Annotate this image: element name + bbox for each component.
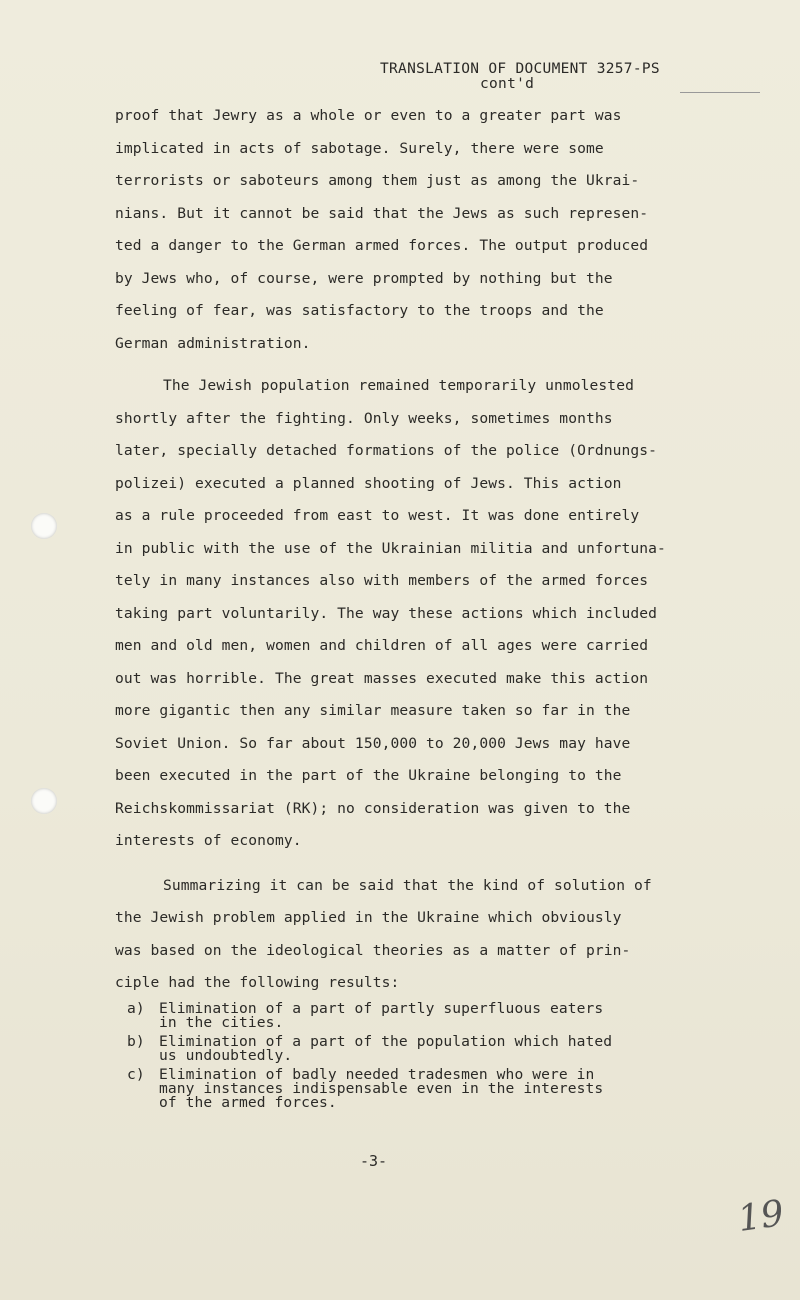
text-line: by Jews who, of course, were prompted by nothing but the [115, 269, 613, 287]
text-line: nians. But it cannot be said that the Jews as such represen- [115, 204, 649, 222]
text-line: polizei) executed a planned shooting of Jews. This action [115, 474, 622, 492]
results-list [115, 999, 720, 1111]
text-line: more gigantic then any similar measure taken so far in the [115, 702, 631, 719]
text-line: implicated in acts of sabotage. Surely, there were some [115, 139, 604, 157]
text-line: The Jewish population remained temporarily unmolested [163, 377, 634, 394]
text-line: taking part voluntarily. The way these actions which included [115, 604, 658, 622]
text-line: in public with the use of the Ukrainian militia and unfortuna- [115, 539, 666, 557]
text-line: ciple had the following results: [115, 974, 400, 991]
text-line: interests of economy. [115, 832, 302, 849]
text-line: ted a danger to the German armed forces. The output produced [115, 237, 649, 254]
handwritten-page-annotation: 19 [735, 1193, 787, 1240]
text-line: was based on the ideological theories as a matter of prin- [115, 941, 631, 959]
paragraph-3 [115, 870, 720, 1000]
list-item-line: in the cities. [159, 1013, 284, 1031]
document-header [380, 62, 740, 92]
text-line: as a rule proceeded from east to west. It was done entirely [115, 507, 640, 524]
text-line: Reichskommissariat (RK); no consideration was given to the [115, 799, 631, 817]
text-line: terrorists or saboteurs among them just as among the Ukrai- [115, 172, 640, 189]
list-item [115, 999, 720, 1031]
document-body [115, 100, 720, 1115]
list-item-line: Elimination of badly needed tradesmen who were in [159, 1065, 595, 1083]
header-rule [680, 92, 760, 93]
continued-label: cont'd [480, 76, 535, 92]
list-item-line: of the armed forces. [159, 1093, 337, 1111]
text-line: Summarizing it can be said that the kind of solution of [163, 876, 652, 894]
text-line: shortly after the fighting. Only weeks, sometimes months [115, 409, 613, 427]
text-line: been executed in the part of the Ukraine belonging to the [115, 767, 622, 784]
list-marker: c) [127, 1065, 145, 1083]
list-item-line: us undoubtedly. [159, 1046, 293, 1064]
document-title: TRANSLATION OF DOCUMENT 3257-PS [380, 61, 660, 77]
text-line: proof that Jewry as a whole or even to a greater part was [115, 107, 622, 124]
text-line: tely in many instances also with members of the armed forces [115, 572, 649, 589]
text-line: German administration. [115, 334, 311, 352]
punch-hole-bottom [31, 788, 57, 814]
text-line: feeling of fear, was satisfactory to the troops and the [115, 302, 604, 319]
punch-hole-top [31, 513, 57, 539]
text-line: later, specially detached formations of the police (Ordnungs- [115, 442, 658, 459]
list-item-line: many instances indispensable even in the interests [159, 1079, 604, 1097]
paragraph-1 [115, 100, 720, 360]
list-item-line: Elimination of a part of the population which hated [159, 1032, 613, 1050]
paragraph-2 [115, 370, 720, 858]
list-marker: a) [127, 999, 145, 1017]
list-item-line: Elimination of a part of partly superfluous eaters [159, 999, 604, 1017]
text-line: the Jewish problem applied in the Ukraine which obviously [115, 909, 622, 926]
list-item [115, 1032, 720, 1064]
page-number: -3- [360, 1152, 388, 1170]
list-marker: b) [127, 1032, 145, 1050]
list-item [115, 1065, 720, 1111]
text-line: men and old men, women and children of all ages were carried [115, 637, 649, 654]
text-line: Soviet Union. So far about 150,000 to 20,000 Jews may have [115, 734, 631, 752]
text-line: out was horrible. The great masses executed make this action [115, 669, 649, 687]
